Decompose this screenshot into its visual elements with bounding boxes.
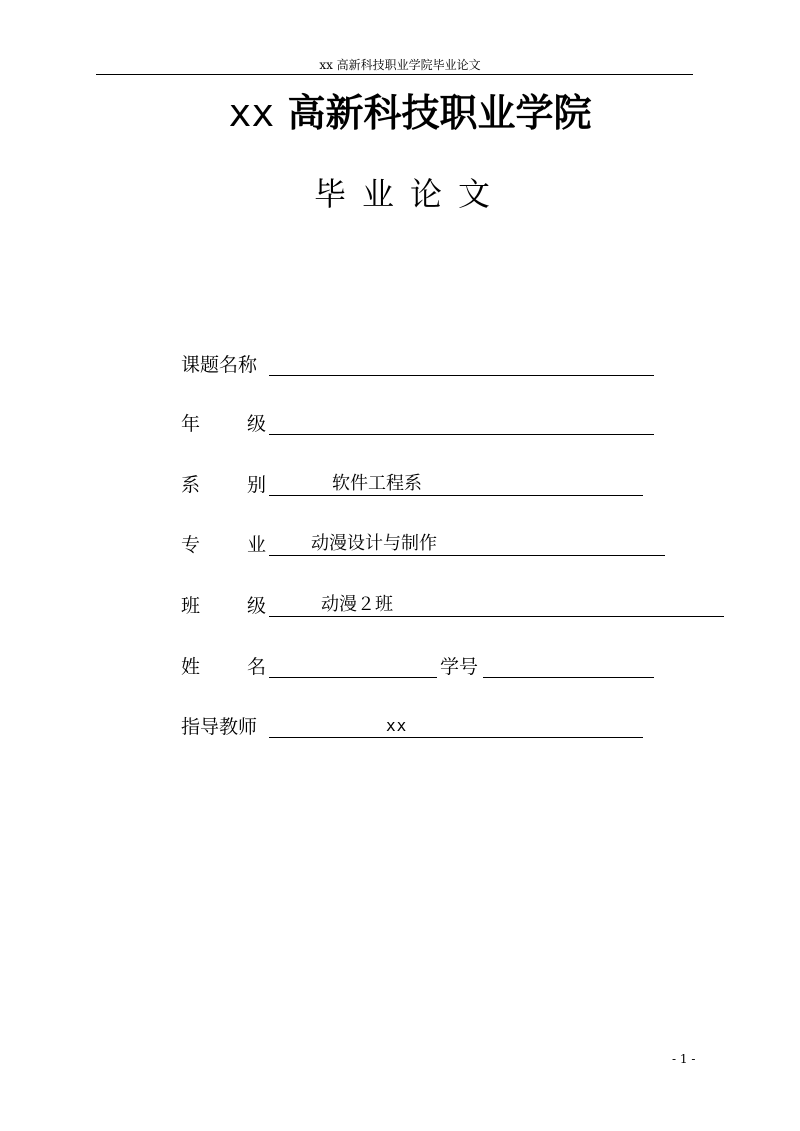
field-line-advisor[interactable] xyxy=(269,737,643,738)
field-line-department[interactable] xyxy=(269,495,643,496)
field-label-department-char2: 别 xyxy=(247,474,267,496)
field-row-advisor xyxy=(181,712,651,742)
field-row-department xyxy=(181,470,661,500)
field-label-name xyxy=(181,655,267,679)
field-line-student-id[interactable] xyxy=(483,677,654,678)
field-row-name xyxy=(181,652,661,682)
field-label-major xyxy=(181,533,267,557)
field-value-class: 动漫２班 xyxy=(321,594,393,615)
field-label-department-char1: 系 xyxy=(181,474,201,496)
field-label-advisor: 指导教师 xyxy=(181,716,258,738)
field-label-class xyxy=(181,594,267,618)
field-value-department: 软件工程系 xyxy=(332,473,422,494)
field-label-grade-char1: 年 xyxy=(181,413,201,435)
college-name: 高新科技职业学院 xyxy=(287,91,592,135)
field-label-topic: 课题名称 xyxy=(181,354,258,376)
field-row-class xyxy=(181,591,726,621)
field-label-grade-char2: 级 xyxy=(247,413,267,435)
field-label-class-char2: 级 xyxy=(247,595,267,617)
field-line-name[interactable] xyxy=(269,677,437,678)
field-label-class-char1: 班 xyxy=(181,595,201,617)
field-label-grade xyxy=(181,412,267,436)
field-label-name-char2: 名 xyxy=(247,656,267,678)
field-label-department xyxy=(181,473,267,497)
field-line-topic[interactable] xyxy=(269,375,654,376)
document-title: 毕业论文 xyxy=(313,175,506,213)
field-value-major: 动漫设计与制作 xyxy=(311,533,437,554)
field-row-topic xyxy=(181,350,661,380)
field-line-class[interactable] xyxy=(269,616,724,617)
field-label-name-char1: 姓 xyxy=(181,656,201,678)
field-label-student-id: 学号 xyxy=(440,656,479,678)
field-line-major[interactable] xyxy=(269,555,665,556)
header-rule xyxy=(96,74,693,75)
field-label-major-char1: 专 xyxy=(181,534,201,556)
field-label-major-char2: 业 xyxy=(247,534,267,556)
field-row-grade xyxy=(181,409,661,439)
running-header: xx 高新科技职业学院毕业论文 xyxy=(319,58,481,72)
page-number: - 1 - xyxy=(672,1052,696,1066)
field-line-grade[interactable] xyxy=(269,434,654,435)
field-value-advisor: xx xyxy=(386,716,408,735)
field-row-major xyxy=(181,530,671,560)
college-title xyxy=(0,88,800,138)
college-prefix: xx xyxy=(228,91,275,135)
